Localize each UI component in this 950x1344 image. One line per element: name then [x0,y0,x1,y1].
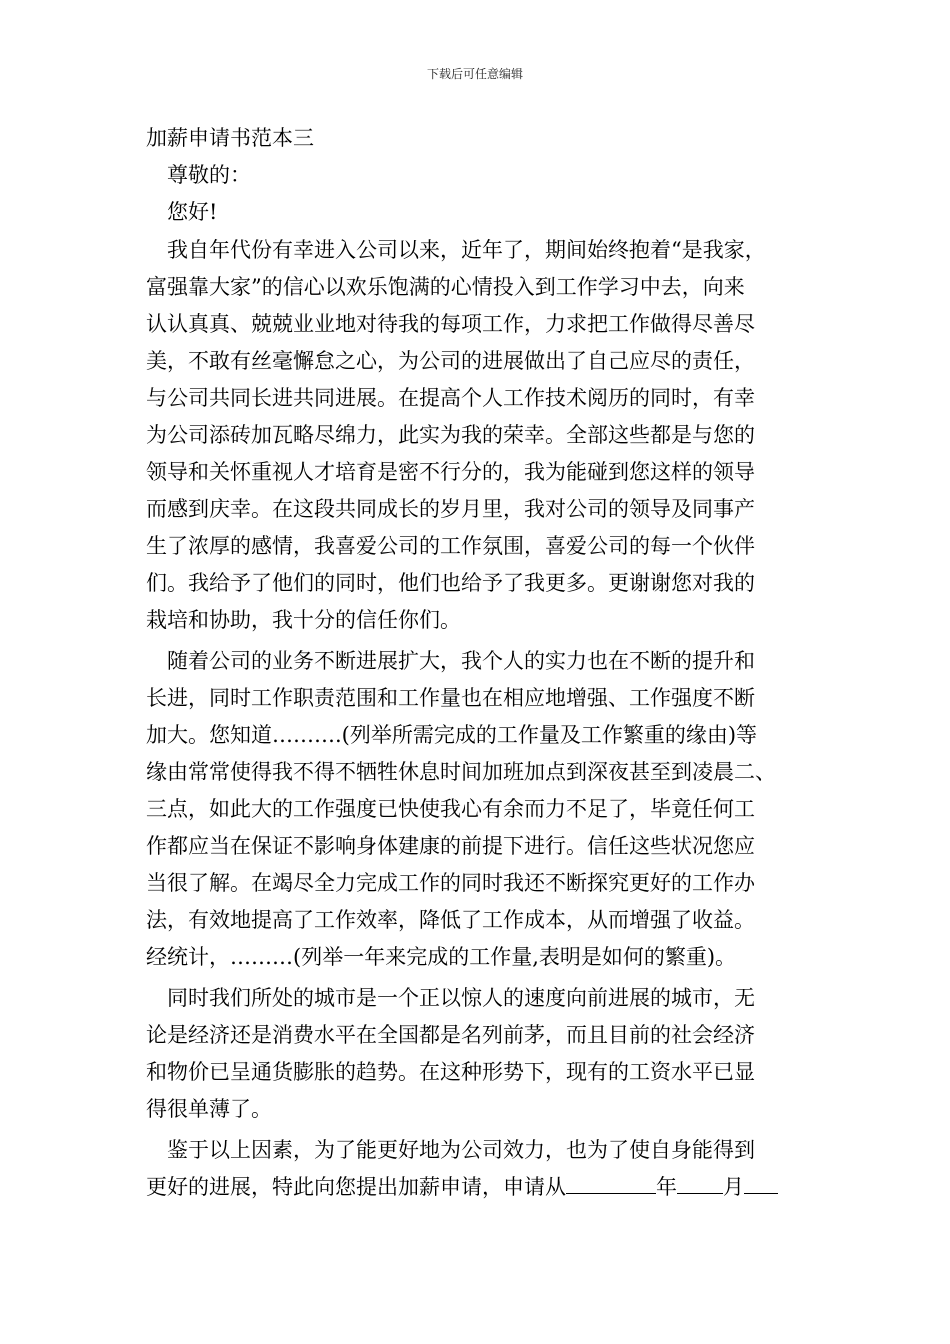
salutation: 尊敬的： [167,163,251,187]
paragraph-line: 美，不敢有丝毫懈怠之心，为公司的进展做出了自己应尽的责任， [146,349,755,373]
paragraph-line: 而感到庆幸。在这段共同成长的岁月里，我对公司的领导及同事产 [146,497,755,521]
paragraph-3 [146,980,810,1128]
paragraph-line: 当很了解。在竭尽全力完成工作的同时我还不断探究更好的工作办 [146,871,755,895]
paragraph-line-with-blanks [146,1169,810,1206]
paragraph-line: 与公司共同长进共同进展。在提高个人工作技术阅历的同时，有幸 [146,386,755,410]
paragraph-line: 栽培和协助，我十分的信任你们。 [146,608,461,632]
paragraph-line: 论是经济还是消费水平在全国都是名列前茅，而且目前的社会经济 [146,1023,755,1047]
paragraph-1 [146,232,810,639]
paragraph-line: 和物价已呈通货膨胀的趋势。在这种形势下，现有的工资水平已显 [146,1060,755,1084]
year-label: 年 [656,1175,677,1199]
paragraph-line: 为公司添砖加瓦略尽绵力，此实为我的荣幸。全部这些都是与您的 [146,423,755,447]
paragraph-line-text: 更好的进展，特此向您提出加薪申请，申请从 [146,1175,566,1199]
paragraph-line: 加大。您知道……….(列举所需完成的工作量及工作繁重的缘由)等 [146,723,758,747]
header-note: 下载后可任意编辑 [426,67,523,81]
paragraph-line: 随着公司的业务不断进展扩大，我个人的实力也在不断的提升和 [167,649,755,673]
paragraph-line: 认认真真、兢兢业业地对待我的每项工作，力求把工作做得尽善尽 [146,312,755,336]
year-blank [566,1173,656,1194]
paragraph-2 [146,643,810,976]
paragraph-line: 鉴于以上因素，为了能更好地为公司效力，也为了使自身能得到 [167,1138,755,1162]
paragraph-line: 我自年代份有幸进入公司以来，近年了，期间始终抱着“是我家， [167,238,766,262]
greeting: 您好! [167,200,218,224]
paragraph-line: 作都应当在保证不影响身体建康的前提下进行。信任这些状况您应 [146,834,755,858]
paragraph-line: 法，有效地提高了工作效率，降低了工作成本，从而增强了收益。 [146,908,755,932]
paragraph-line: 富强靠大家”的信心以欢乐饱满的心情投入到工作学习中去，向来 [146,275,745,299]
paragraph-line: 缘由常常使得我不得不牺牲休息时间加班加点到深夜甚至到凌晨二、 [146,760,776,784]
paragraph-line: 同时我们所处的城市是一个正以惊人的速度向前进展的城市，无 [167,986,755,1010]
paragraph-line: 领导和关怀重视人才培育是密不行分的，我为能碰到您这样的领导 [146,460,755,484]
document-body [146,122,810,1206]
month-blank [677,1173,723,1194]
paragraph-4 [146,1132,810,1206]
paragraph-line: 三点，如此大的工作强度已快使我心有余而力不足了，毕竟任何工 [146,797,755,821]
paragraph-line: 生了浓厚的感情，我喜爱公司的工作氛围，喜爱公司的每一个伙伴 [146,534,755,558]
month-label: 月 [723,1175,744,1199]
document-title: 加薪申请书范本三 [146,126,314,150]
paragraph-line: 得很单薄了。 [146,1097,272,1121]
day-blank [744,1173,778,1194]
paragraph-line: 经统计，………(列举一年来完成的工作量,表明是如何的繁重)。 [146,945,737,969]
paragraph-line: 们。我给予了他们的同时，他们也给予了我更多。更谢谢您对我的 [146,571,755,595]
paragraph-line: 长进，同时工作职责范围和工作量也在相应地增强、工作强度不断 [146,686,755,710]
